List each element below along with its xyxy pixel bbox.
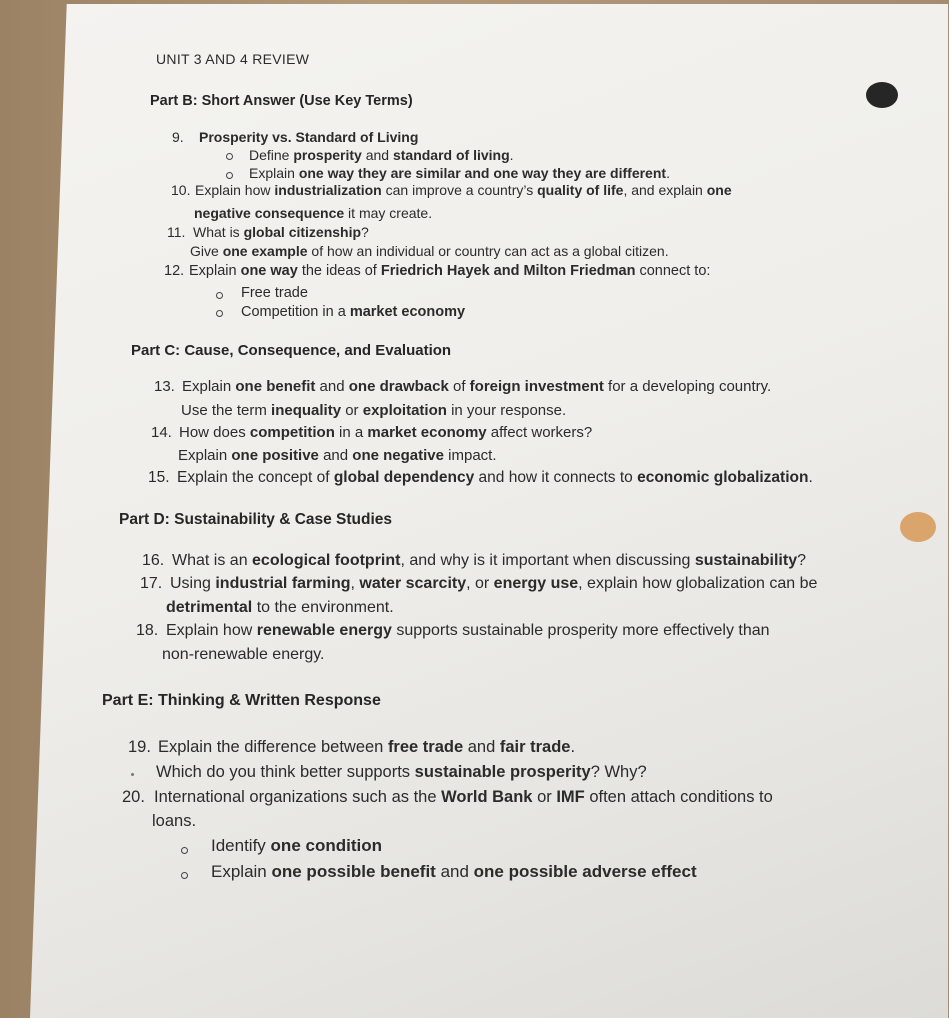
punch-hole-top	[866, 82, 898, 108]
question-12-bullet-1: Free trade	[241, 285, 308, 301]
question-9-bullet-1: Define prosperity and standard of living.	[249, 147, 514, 163]
question-11-line-1: What is global citizenship?	[193, 224, 369, 240]
question-19-number: 19.	[128, 738, 151, 756]
page-title: UNIT 3 AND 4 REVIEW	[156, 51, 310, 67]
question-12-bullet-2: Competition in a market economy	[241, 304, 466, 320]
bullet-icon	[216, 310, 223, 317]
question-12-line-1: Explain one way the ideas of Friedrich Hayek and Milton Friedman connect to:	[189, 263, 711, 279]
question-20-number: 20.	[122, 788, 145, 806]
question-18-line-1: Explain how renewable energy supports sustainable prosperity more effectively than	[166, 622, 770, 639]
question-14-number: 14.	[151, 424, 172, 441]
bullet-icon	[216, 292, 223, 299]
question-18-number: 18.	[136, 622, 159, 639]
question-10-number: 10.	[171, 182, 191, 198]
question-13-line-2: Use the term inequality or exploitation in your response.	[181, 402, 567, 419]
question-13-number: 13.	[154, 378, 175, 395]
section-heading-part-d: Part D: Sustainability & Case Studies	[119, 511, 393, 528]
question-9-title: Prosperity vs. Standard of Living	[199, 129, 419, 145]
question-14-line-1: How does competition in a market economy affect workers?	[179, 424, 593, 441]
question-16-line-1: What is an ecological footprint, and why is it important when discussing sustainability?	[172, 552, 806, 569]
question-10-line-1: Explain how industrialization can improve a country’s quality of life, and explain one	[195, 182, 732, 198]
bullet-icon	[181, 847, 188, 854]
bullet-icon	[226, 172, 233, 179]
question-17-number: 17.	[140, 575, 163, 592]
question-9-number: 9.	[172, 129, 184, 145]
question-20-line-2: loans.	[152, 812, 197, 830]
question-17-line-2: detrimental to the environment.	[166, 599, 394, 616]
section-heading-part-b: Part B: Short Answer (Use Key Terms)	[150, 93, 413, 109]
bullet-icon	[226, 153, 233, 160]
question-10-line-2: negative consequence it may create.	[194, 205, 433, 221]
question-9-bullet-2: Explain one way they are similar and one way they are different.	[249, 165, 670, 181]
question-11-line-2: Give one example of how an individual or country can act as a global citizen.	[190, 243, 669, 259]
question-11-number: 11.	[167, 224, 186, 240]
question-19-line-2: Which do you think better supports sustainable prosperity? Why?	[156, 763, 647, 781]
question-12-number: 12.	[164, 263, 185, 279]
bullet-dot-icon	[131, 773, 134, 776]
question-20-line-1: International organizations such as the World Bank or IMF often attach conditions to	[154, 788, 773, 806]
question-14-line-2: Explain one positive and one negative impact.	[178, 447, 497, 464]
punch-hole-middle	[900, 512, 936, 542]
section-heading-part-c: Part C: Cause, Consequence, and Evaluation	[131, 342, 452, 359]
question-13-line-1: Explain one benefit and one drawback of foreign investment for a developing country.	[182, 378, 772, 395]
question-16-number: 16.	[142, 552, 165, 569]
question-15-number: 15.	[148, 469, 170, 486]
question-20-bullet-1: Identify one condition	[211, 836, 382, 855]
question-18-line-2: non-renewable energy.	[162, 646, 325, 663]
question-20-bullet-2: Explain one possible benefit and one possible adverse effect	[211, 862, 697, 881]
bullet-icon	[181, 872, 188, 879]
section-heading-part-e: Part E: Thinking & Written Response	[102, 692, 381, 709]
question-15-line-1: Explain the concept of global dependency and how it connects to economic globalization.	[177, 469, 813, 486]
question-19-line-1: Explain the difference between free trade and fair trade.	[158, 738, 576, 756]
question-17-line-1: Using industrial farming, water scarcity, or energy use, explain how globalization can be	[170, 575, 818, 592]
